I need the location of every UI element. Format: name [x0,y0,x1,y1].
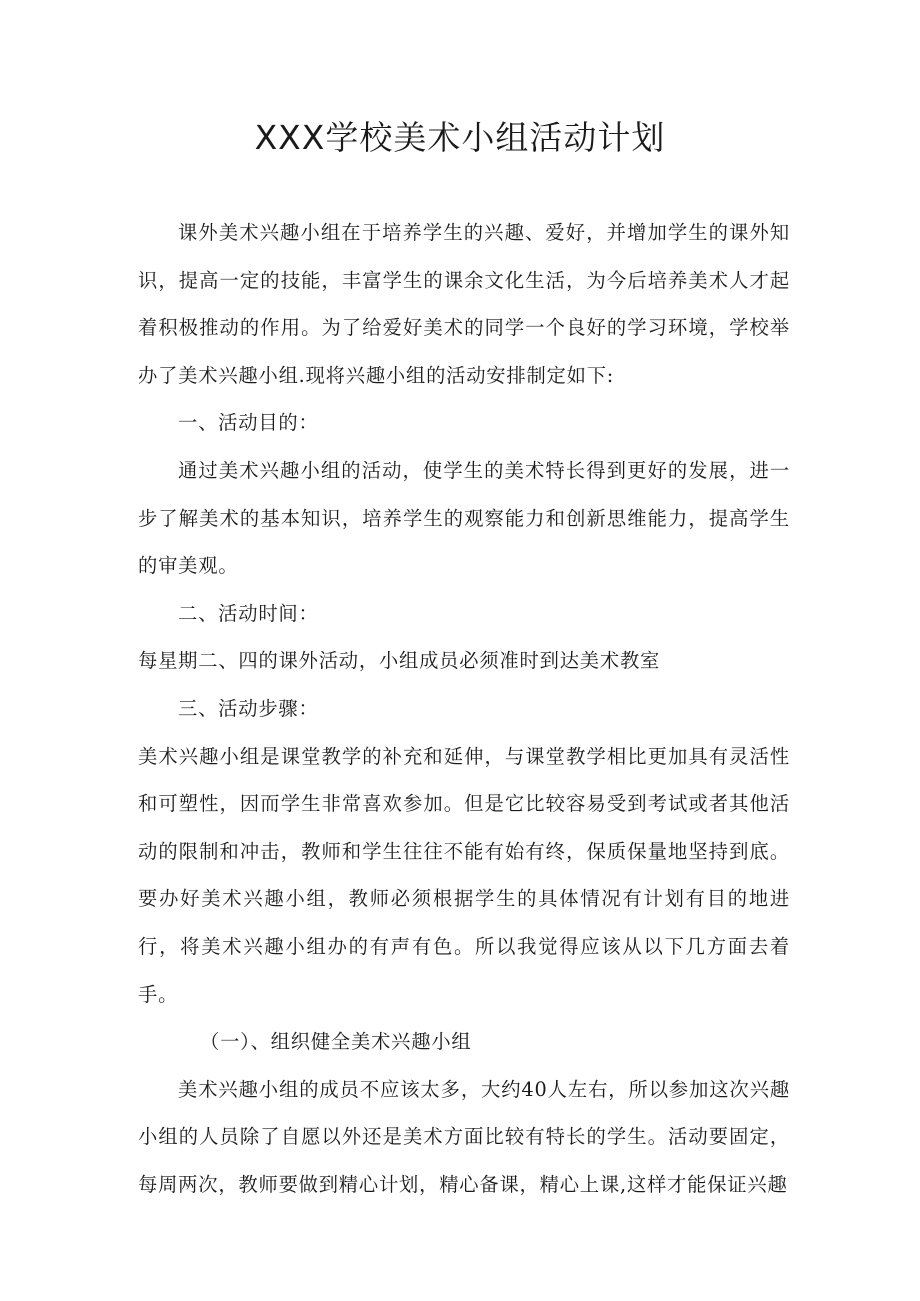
section-heading-steps: 三、活动步骤： [178,696,319,720]
document-title: XXX学校美术小组活动计划 [254,118,666,157]
section-heading-purpose: 一、活动目的： [178,411,319,435]
section-heading-time: 二、活动时间： [178,601,319,625]
intro-paragraph: 课外美术兴趣小组在于培养学生的兴趣、爱好，并增加学生的课外知识，提高一定的技能，丰富学生的课余文化生活，为今后培养美术人才起着积极推动的作用。为了给爱好美术的同学一个良好的学习环境，学校举办了美术兴趣小组.现将兴趣小组的活动安排制定如下: [138,221,790,387]
document-body [138,209,790,1208]
purpose-paragraph: 通过美术兴趣小组的活动，使学生的美术特长得到更好的发展，进一步了解美术的基本知识，培养学生的观察能力和创新思维能力，提高学生的审美观。 [138,458,790,578]
steps-paragraph: 美术兴趣小组是课堂教学的补充和延伸，与课堂教学相比更加具有灵活性和可塑性，因而学生非常喜欢参加。但是它比较容易受到考试或者其他活动的限制和冲击，教师和学生往往不能有始有终，保质保量地坚持到底。要办好美术兴趣小组，教师必须根据学生的具体情况有计划有目的地进行，将美术兴趣小组办的有声有色。所以我觉得应该从以下几方面去着手。 [138,744,790,1006]
subheading-organize: （一）、组织健全美术兴趣小组 [200,1030,472,1054]
organize-paragraph: 美术兴趣小组的成员不应该太多，大约40人左右，所以参加这次兴趣小组的人员除了自愿以外还是美术方面比较有特长的学生。活动要固定，每周两次，教师要做到精心计划，精心备课，精心上课,这样才能保证兴趣 [138,1077,790,1196]
time-paragraph: 每星期二、四的课外活动，小组成员必须准时到达美术教室 [138,649,661,673]
